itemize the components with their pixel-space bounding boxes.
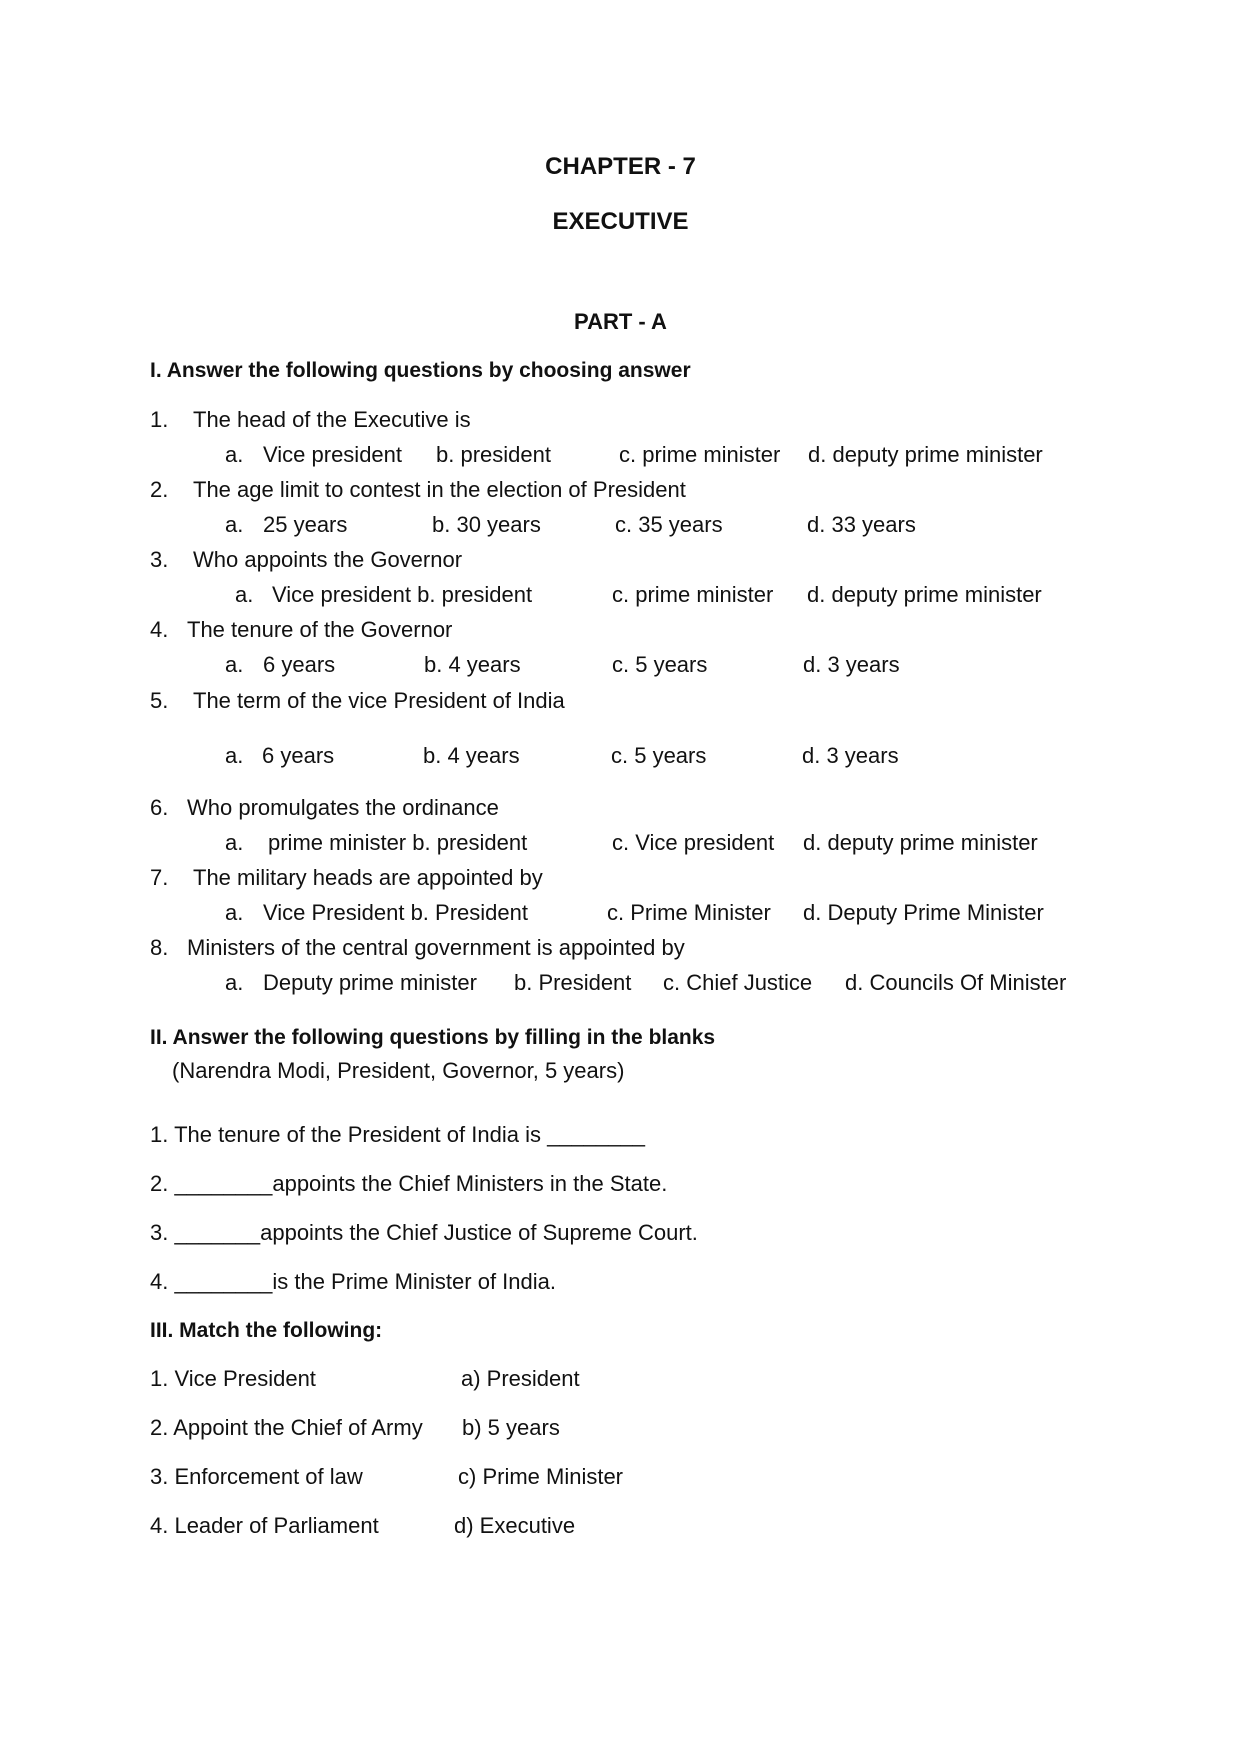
match-right: d) Executive (454, 1513, 576, 1538)
match-right: a) President (461, 1366, 580, 1391)
option-b: b. President (514, 970, 632, 995)
option-label: a. (225, 652, 244, 677)
option-label: a. (225, 970, 244, 995)
option-label: a. (235, 582, 254, 607)
question-text: The term of the vice President of India (193, 688, 565, 713)
option-label: a. (225, 743, 244, 768)
option-label: a. (225, 442, 244, 467)
question-text: Who promulgates the ordinance (187, 795, 499, 820)
option-d: d. 3 years (802, 743, 899, 768)
option-c: c. Chief Justice (663, 970, 813, 995)
word-bank: (Narendra Modi, President, Governor, 5 years) (172, 1058, 625, 1083)
match-right: b) 5 years (462, 1415, 560, 1440)
option-b: b. president (436, 442, 551, 467)
option-a: 25 years (263, 512, 348, 537)
question-text: Ministers of the central government is appointed by (187, 935, 685, 960)
question-number: 8. (150, 935, 169, 960)
option-d: d. Councils Of Minister (845, 970, 1067, 995)
question-text: The head of the Executive is (193, 407, 471, 432)
chapter-title: EXECUTIVE (552, 208, 689, 235)
question-text: The age limit to contest in the election of President (193, 477, 686, 502)
option-a: 6 years (263, 652, 336, 677)
option-a-b: Vice President b. President (263, 900, 528, 925)
part-heading: PART - A (574, 309, 667, 334)
match-left: 4. Leader of Parliament (150, 1513, 379, 1538)
match-left: 1. Vice President (150, 1366, 316, 1391)
section-3-heading: III. Match the following: (150, 1319, 383, 1342)
option-a: Deputy prime minister (263, 970, 477, 995)
option-c: c. prime minister (619, 442, 781, 467)
option-c: c. 35 years (615, 512, 723, 537)
question-number: 5. (150, 688, 169, 713)
match-left: 3. Enforcement of law (150, 1464, 363, 1489)
question-number: 3. (150, 547, 169, 572)
option-c: c. 5 years (611, 743, 707, 768)
option-d: d. 33 years (807, 512, 916, 537)
option-b: b. 4 years (424, 652, 521, 677)
blank-question: 3. _______appoints the Chief Justice of Supreme Court. (150, 1220, 698, 1245)
option-a-b: Vice president b. president (272, 582, 533, 607)
option-c: c. 5 years (612, 652, 708, 677)
question-text: The tenure of the Governor (187, 617, 453, 642)
option-label: a. (225, 900, 244, 925)
option-a: 6 years (262, 743, 335, 768)
option-d: d. deputy prime minister (808, 442, 1043, 467)
section-2-heading: II. Answer the following questions by filling in the blanks (150, 1026, 716, 1049)
blank-question: 2. ________appoints the Chief Ministers in the State. (150, 1171, 668, 1196)
question-number: 6. (150, 795, 169, 820)
option-c: c. Prime Minister (607, 900, 771, 925)
question-number: 7. (150, 865, 169, 890)
question-number: 2. (150, 477, 169, 502)
option-b: b. 30 years (432, 512, 541, 537)
option-a-b: prime minister b. president (268, 830, 528, 855)
question-number: 1. (150, 407, 169, 432)
question-text: Who appoints the Governor (193, 547, 463, 572)
blank-question: 1. The tenure of the President of India is ________ (150, 1122, 645, 1147)
option-d: d. Deputy Prime Minister (803, 900, 1044, 925)
question-number: 4. (150, 617, 169, 642)
blank-question: 4. ________is the Prime Minister of India. (150, 1269, 557, 1294)
option-d: d. deputy prime minister (807, 582, 1042, 607)
option-label: a. (225, 830, 244, 855)
option-a: Vice president (263, 442, 403, 467)
match-right: c) Prime Minister (458, 1464, 624, 1489)
question-text: The military heads are appointed by (193, 865, 543, 890)
option-c: c. prime minister (612, 582, 774, 607)
match-left: 2. Appoint the Chief of Army (150, 1415, 423, 1440)
option-label: a. (225, 512, 244, 537)
option-d: d. deputy prime minister (803, 830, 1038, 855)
chapter-heading: CHAPTER - 7 (545, 153, 696, 180)
section-1-heading: I. Answer the following questions by choosing answer (150, 359, 691, 382)
option-d: d. 3 years (803, 652, 900, 677)
option-b: b. 4 years (423, 743, 520, 768)
option-c: c. Vice president (612, 830, 775, 855)
